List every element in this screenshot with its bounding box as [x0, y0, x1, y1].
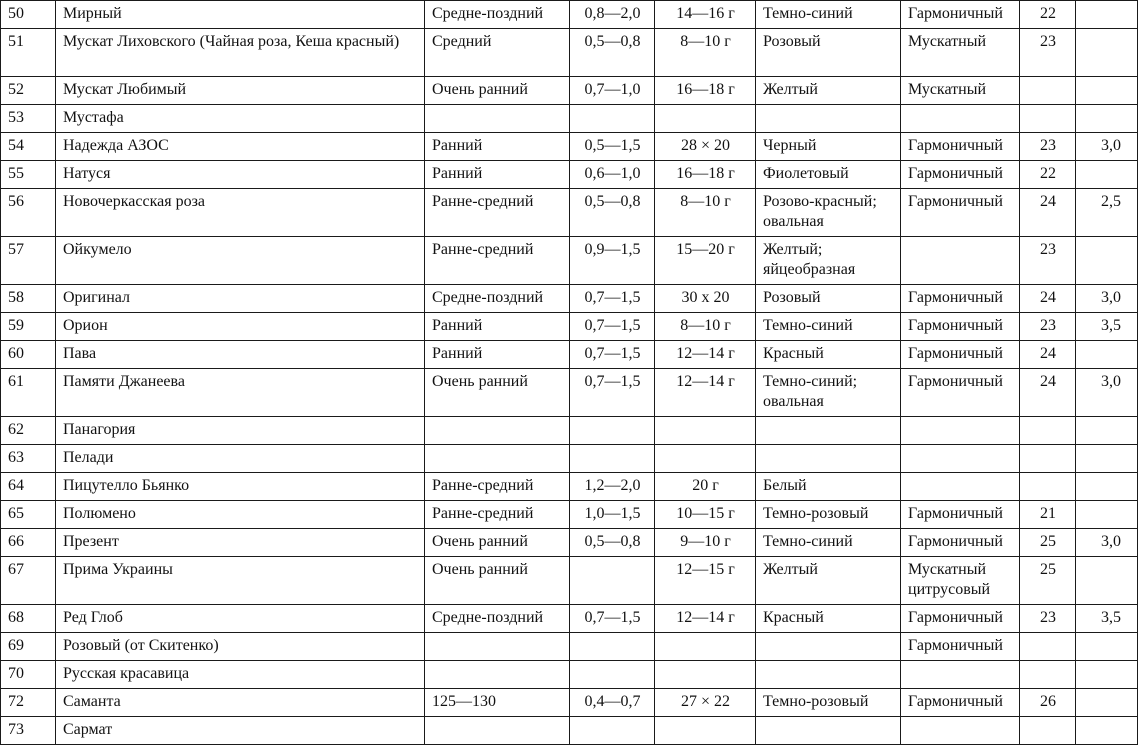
ripening-period-cell: Средне-поздний [425, 285, 570, 313]
variety-name-cell: Мустафа [56, 105, 425, 133]
ripening-period-cell: Ранний [425, 133, 570, 161]
rating-cell [1076, 661, 1138, 689]
ripening-period-cell: Очень ранний [425, 557, 570, 605]
ripening-period-cell [425, 717, 570, 745]
variety-name-cell: Розовый (от Скитенко) [56, 633, 425, 661]
berry-color-cell [756, 105, 901, 133]
sugar-content-cell: 24 [1020, 369, 1076, 417]
sugar-content-cell [1020, 661, 1076, 689]
sugar-content-cell: 21 [1020, 501, 1076, 529]
row-number-cell: 65 [1, 501, 56, 529]
sugar-content-cell: 23 [1020, 29, 1076, 77]
row-number-cell: 55 [1, 161, 56, 189]
table-row [1, 473, 1138, 501]
variety-name-cell: Сармат [56, 717, 425, 745]
berry-size-cell: 27 × 22 [655, 689, 756, 717]
berry-size-cell: 16—18 г [655, 77, 756, 105]
berry-size-cell: 30 х 20 [655, 285, 756, 313]
bunch-weight-cell: 0,7—1,5 [570, 313, 655, 341]
berry-size-cell: 15—20 г [655, 237, 756, 285]
ripening-period-cell [425, 633, 570, 661]
row-number-cell: 63 [1, 445, 56, 473]
variety-name-cell: Оригинал [56, 285, 425, 313]
ripening-period-cell [425, 445, 570, 473]
taste-cell [901, 717, 1020, 745]
berry-color-cell: Желтый [756, 77, 901, 105]
row-number-cell: 53 [1, 105, 56, 133]
row-number-cell: 57 [1, 237, 56, 285]
rating-cell [1076, 501, 1138, 529]
berry-color-cell: Розово-красный; овальная [756, 189, 901, 237]
table-row [1, 717, 1138, 745]
variety-name-cell: Ред Глоб [56, 605, 425, 633]
berry-color-cell: Красный [756, 605, 901, 633]
bunch-weight-cell [570, 557, 655, 605]
variety-name-cell: Мирный [56, 1, 425, 29]
rating-cell [1076, 1, 1138, 29]
taste-cell: Гармоничный [901, 605, 1020, 633]
taste-cell [901, 417, 1020, 445]
table-row [1, 661, 1138, 689]
bunch-weight-cell [570, 661, 655, 689]
variety-name-cell: Орион [56, 313, 425, 341]
table-row [1, 341, 1138, 369]
taste-cell: Мускатный [901, 29, 1020, 77]
rating-cell: 3,0 [1076, 133, 1138, 161]
sugar-content-cell: 23 [1020, 237, 1076, 285]
table-row [1, 237, 1138, 285]
taste-cell: Гармоничный [901, 501, 1020, 529]
row-number-cell: 66 [1, 529, 56, 557]
rating-cell [1076, 29, 1138, 77]
ripening-period-cell: Ранне-средний [425, 501, 570, 529]
taste-cell: Гармоничный [901, 369, 1020, 417]
rating-cell [1076, 417, 1138, 445]
rating-cell [1076, 689, 1138, 717]
ripening-period-cell: Ранне-средний [425, 237, 570, 285]
table-row [1, 605, 1138, 633]
row-number-cell: 73 [1, 717, 56, 745]
berry-color-cell: Черный [756, 133, 901, 161]
sugar-content-cell: 22 [1020, 1, 1076, 29]
table-row [1, 161, 1138, 189]
row-number-cell: 67 [1, 557, 56, 605]
sugar-content-cell: 24 [1020, 285, 1076, 313]
sugar-content-cell: 22 [1020, 161, 1076, 189]
berry-color-cell: Темно-синий [756, 529, 901, 557]
bunch-weight-cell: 0,8—2,0 [570, 1, 655, 29]
ripening-period-cell: Средне-поздний [425, 1, 570, 29]
berry-color-cell [756, 417, 901, 445]
bunch-weight-cell: 1,2—2,0 [570, 473, 655, 501]
table-row [1, 1, 1138, 29]
rating-cell [1076, 341, 1138, 369]
sugar-content-cell [1020, 417, 1076, 445]
berry-color-cell: Розовый [756, 285, 901, 313]
sugar-content-cell: 24 [1020, 341, 1076, 369]
bunch-weight-cell: 0,7—1,5 [570, 285, 655, 313]
ripening-period-cell: Ранний [425, 341, 570, 369]
sugar-content-cell [1020, 77, 1076, 105]
berry-color-cell: Фиолетовый [756, 161, 901, 189]
variety-name-cell: Саманта [56, 689, 425, 717]
sugar-content-cell [1020, 717, 1076, 745]
row-number-cell: 60 [1, 341, 56, 369]
taste-cell: Мускатный [901, 77, 1020, 105]
taste-cell [901, 445, 1020, 473]
berry-size-cell: 12—14 г [655, 605, 756, 633]
taste-cell: Гармоничный [901, 161, 1020, 189]
bunch-weight-cell: 0,7—1,5 [570, 341, 655, 369]
berry-size-cell: 8—10 г [655, 189, 756, 237]
variety-name-cell: Пицутелло Бьянко [56, 473, 425, 501]
variety-name-cell: Пава [56, 341, 425, 369]
taste-cell: Гармоничный [901, 285, 1020, 313]
berry-size-cell: 28 × 20 [655, 133, 756, 161]
row-number-cell: 72 [1, 689, 56, 717]
berry-color-cell: Розовый [756, 29, 901, 77]
table-row [1, 501, 1138, 529]
rating-cell [1076, 473, 1138, 501]
row-number-cell: 58 [1, 285, 56, 313]
taste-cell: Мускатный цитрусовый [901, 557, 1020, 605]
sugar-content-cell: 25 [1020, 557, 1076, 605]
row-number-cell: 50 [1, 1, 56, 29]
table-row [1, 285, 1138, 313]
table-row [1, 105, 1138, 133]
row-number-cell: 61 [1, 369, 56, 417]
berry-color-cell [756, 717, 901, 745]
rating-cell [1076, 77, 1138, 105]
berry-size-cell: 8—10 г [655, 313, 756, 341]
row-number-cell: 52 [1, 77, 56, 105]
table-row [1, 369, 1138, 417]
taste-cell: Гармоничный [901, 341, 1020, 369]
ripening-period-cell [425, 661, 570, 689]
berry-size-cell [655, 105, 756, 133]
row-number-cell: 59 [1, 313, 56, 341]
berry-size-cell: 12—14 г [655, 341, 756, 369]
sugar-content-cell: 25 [1020, 529, 1076, 557]
berry-size-cell: 9—10 г [655, 529, 756, 557]
taste-cell: Гармоничный [901, 313, 1020, 341]
rating-cell [1076, 161, 1138, 189]
rating-cell [1076, 717, 1138, 745]
rating-cell [1076, 237, 1138, 285]
variety-name-cell: Памяти Джанеева [56, 369, 425, 417]
bunch-weight-cell: 0,7—1,5 [570, 369, 655, 417]
berry-size-cell: 12—15 г [655, 557, 756, 605]
variety-name-cell: Русская красавица [56, 661, 425, 689]
bunch-weight-cell: 0,4—0,7 [570, 689, 655, 717]
table-row [1, 445, 1138, 473]
variety-name-cell: Мускат Любимый [56, 77, 425, 105]
berry-color-cell: Белый [756, 473, 901, 501]
ripening-period-cell: Ранний [425, 313, 570, 341]
sugar-content-cell [1020, 105, 1076, 133]
bunch-weight-cell [570, 633, 655, 661]
row-number-cell: 70 [1, 661, 56, 689]
rating-cell: 3,0 [1076, 529, 1138, 557]
bunch-weight-cell [570, 105, 655, 133]
ripening-period-cell: Очень ранний [425, 369, 570, 417]
berry-size-cell: 8—10 г [655, 29, 756, 77]
berry-size-cell [655, 717, 756, 745]
bunch-weight-cell: 0,5—0,8 [570, 189, 655, 237]
ripening-period-cell: Ранне-средний [425, 189, 570, 237]
sugar-content-cell [1020, 473, 1076, 501]
berry-color-cell: Темно-синий [756, 1, 901, 29]
berry-size-cell: 12—14 г [655, 369, 756, 417]
bunch-weight-cell: 0,5—1,5 [570, 133, 655, 161]
variety-name-cell: Панагория [56, 417, 425, 445]
berry-size-cell: 10—15 г [655, 501, 756, 529]
bunch-weight-cell: 0,9—1,5 [570, 237, 655, 285]
berry-color-cell: Темно-синий [756, 313, 901, 341]
row-number-cell: 51 [1, 29, 56, 77]
berry-color-cell: Темно-розовый [756, 501, 901, 529]
variety-name-cell: Презент [56, 529, 425, 557]
ripening-period-cell: Ранне-средний [425, 473, 570, 501]
sugar-content-cell: 23 [1020, 133, 1076, 161]
berry-color-cell: Желтый [756, 557, 901, 605]
sugar-content-cell: 26 [1020, 689, 1076, 717]
berry-color-cell [756, 445, 901, 473]
berry-size-cell [655, 661, 756, 689]
taste-cell: Гармоничный [901, 633, 1020, 661]
row-number-cell: 68 [1, 605, 56, 633]
taste-cell [901, 661, 1020, 689]
bunch-weight-cell [570, 445, 655, 473]
variety-name-cell: Полюмено [56, 501, 425, 529]
berry-color-cell [756, 633, 901, 661]
berry-size-cell [655, 633, 756, 661]
berry-size-cell: 14—16 г [655, 1, 756, 29]
variety-name-cell: Ойкумело [56, 237, 425, 285]
table-row [1, 133, 1138, 161]
table-row [1, 77, 1138, 105]
rating-cell: 3,5 [1076, 313, 1138, 341]
taste-cell [901, 473, 1020, 501]
taste-cell: Гармоничный [901, 689, 1020, 717]
taste-cell [901, 237, 1020, 285]
bunch-weight-cell: 0,7—1,5 [570, 605, 655, 633]
berry-size-cell: 20 г [655, 473, 756, 501]
ripening-period-cell: Ранний [425, 161, 570, 189]
table-row [1, 557, 1138, 605]
row-number-cell: 69 [1, 633, 56, 661]
sugar-content-cell [1020, 633, 1076, 661]
table-row [1, 313, 1138, 341]
rating-cell: 3,5 [1076, 605, 1138, 633]
bunch-weight-cell: 0,6—1,0 [570, 161, 655, 189]
row-number-cell: 56 [1, 189, 56, 237]
rating-cell [1076, 557, 1138, 605]
sugar-content-cell: 24 [1020, 189, 1076, 237]
rating-cell [1076, 445, 1138, 473]
table-row [1, 189, 1138, 237]
berry-color-cell: Темно-синий; овальная [756, 369, 901, 417]
ripening-period-cell: Очень ранний [425, 77, 570, 105]
ripening-period-cell: Средний [425, 29, 570, 77]
berry-size-cell: 16—18 г [655, 161, 756, 189]
row-number-cell: 62 [1, 417, 56, 445]
berry-color-cell: Красный [756, 341, 901, 369]
sugar-content-cell: 23 [1020, 313, 1076, 341]
table-row [1, 689, 1138, 717]
ripening-period-cell: Средне-поздний [425, 605, 570, 633]
taste-cell [901, 105, 1020, 133]
taste-cell: Гармоничный [901, 133, 1020, 161]
ripening-period-cell: 125—130 [425, 689, 570, 717]
row-number-cell: 64 [1, 473, 56, 501]
table-row [1, 529, 1138, 557]
berry-size-cell [655, 445, 756, 473]
rating-cell: 3,0 [1076, 369, 1138, 417]
taste-cell: Гармоничный [901, 1, 1020, 29]
bunch-weight-cell [570, 717, 655, 745]
berry-size-cell [655, 417, 756, 445]
bunch-weight-cell [570, 417, 655, 445]
taste-cell: Гармоничный [901, 529, 1020, 557]
sugar-content-cell: 23 [1020, 605, 1076, 633]
bunch-weight-cell: 0,5—0,8 [570, 529, 655, 557]
berry-color-cell [756, 661, 901, 689]
sugar-content-cell [1020, 445, 1076, 473]
row-number-cell: 54 [1, 133, 56, 161]
variety-name-cell: Мускат Лиховского (Чайная роза, Кеша красный) [56, 29, 425, 77]
taste-cell: Гармоничный [901, 189, 1020, 237]
variety-name-cell: Новочеркасская роза [56, 189, 425, 237]
ripening-period-cell [425, 105, 570, 133]
table-row [1, 633, 1138, 661]
bunch-weight-cell: 0,7—1,0 [570, 77, 655, 105]
berry-color-cell: Темно-розовый [756, 689, 901, 717]
rating-cell [1076, 105, 1138, 133]
table-body [1, 1, 1138, 745]
bunch-weight-cell: 1,0—1,5 [570, 501, 655, 529]
variety-name-cell: Прима Украины [56, 557, 425, 605]
rating-cell [1076, 633, 1138, 661]
variety-name-cell: Пелади [56, 445, 425, 473]
ripening-period-cell [425, 417, 570, 445]
variety-name-cell: Натуся [56, 161, 425, 189]
ripening-period-cell: Очень ранний [425, 529, 570, 557]
table-row [1, 29, 1138, 77]
bunch-weight-cell: 0,5—0,8 [570, 29, 655, 77]
table-row [1, 417, 1138, 445]
rating-cell: 2,5 [1076, 189, 1138, 237]
berry-color-cell: Желтый; яйцеобразная [756, 237, 901, 285]
rating-cell: 3,0 [1076, 285, 1138, 313]
variety-name-cell: Надежда АЗОС [56, 133, 425, 161]
